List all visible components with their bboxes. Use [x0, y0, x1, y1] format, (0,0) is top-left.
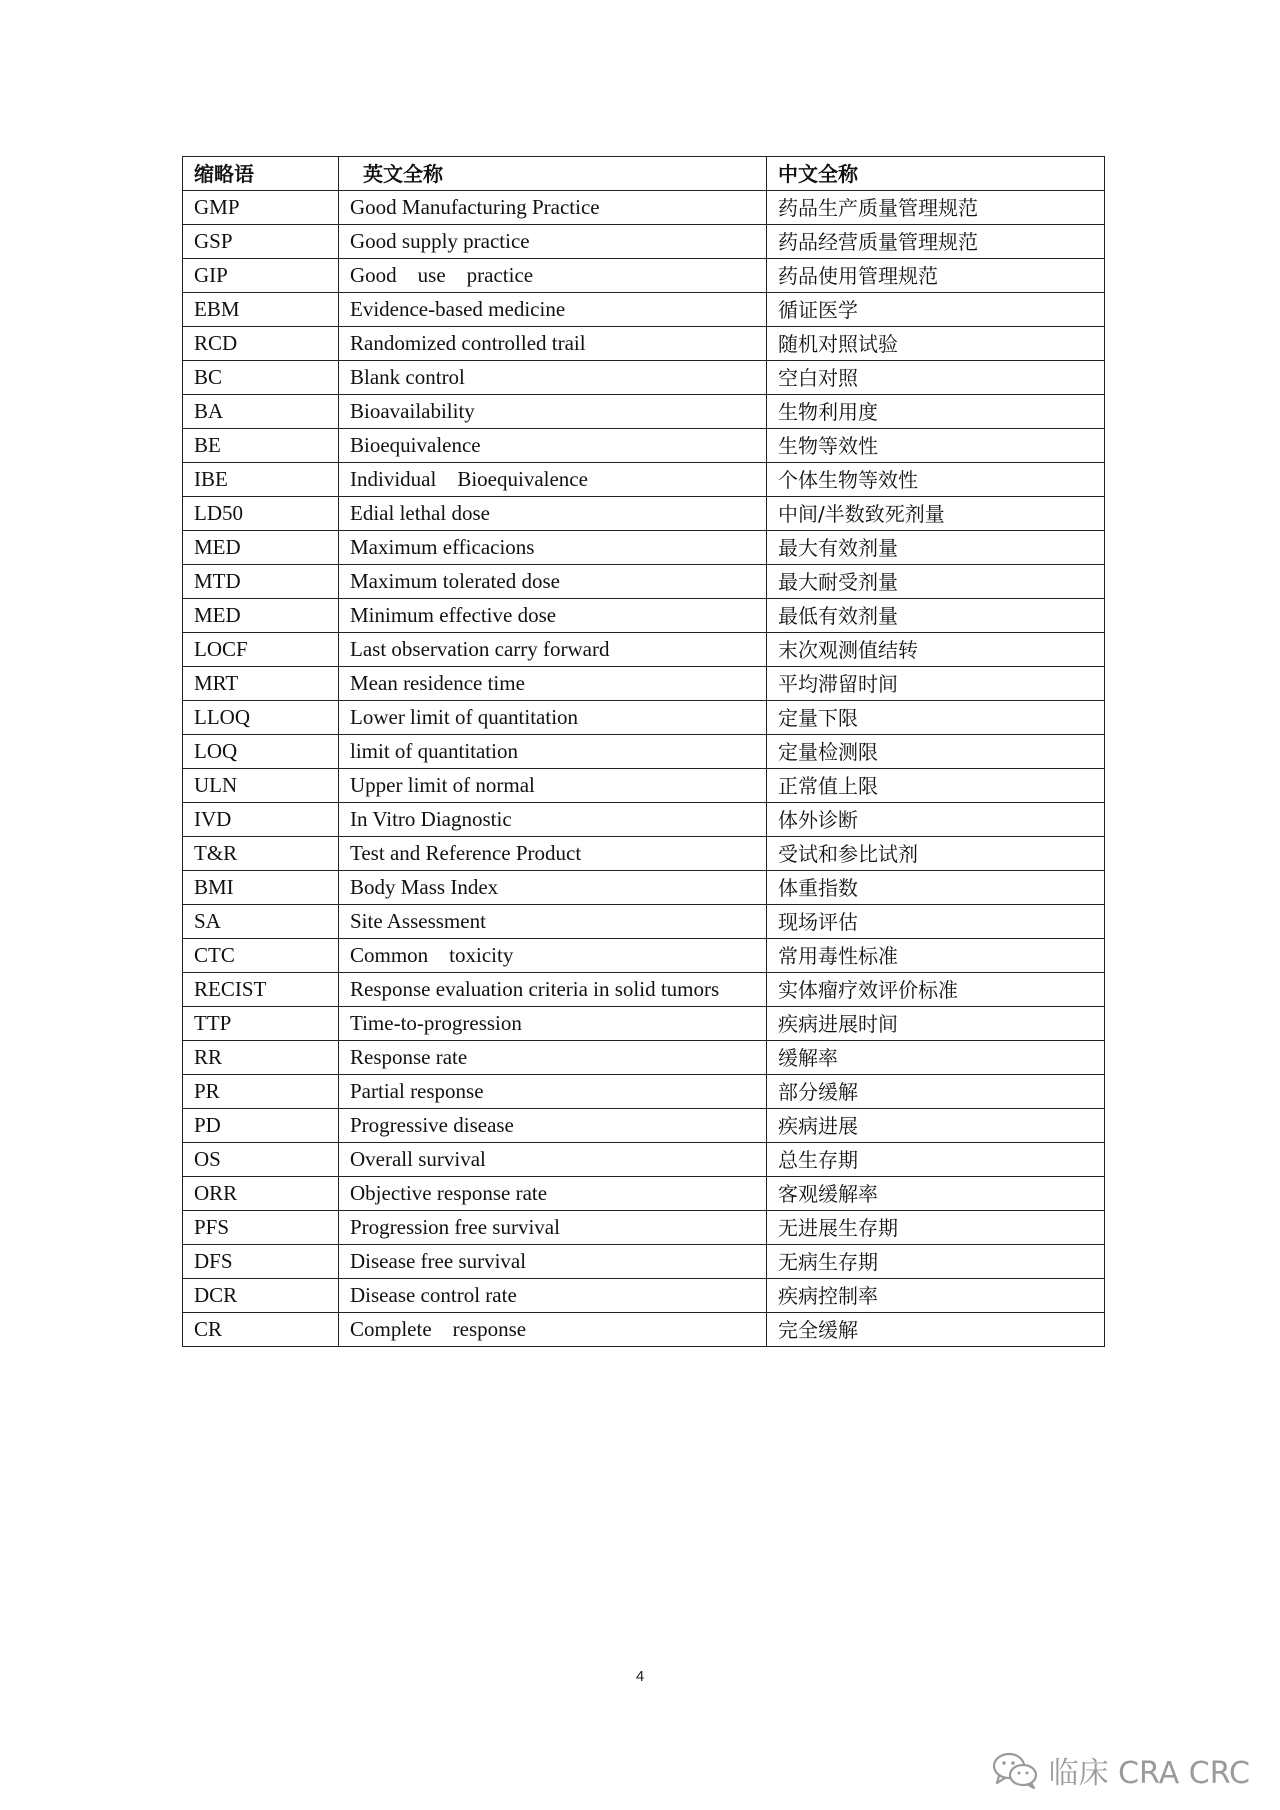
cell-english-name: Individual Bioequivalence — [339, 463, 767, 497]
table-row — [183, 633, 1105, 667]
cell-english-name: Randomized controlled trail — [339, 327, 767, 361]
cell-english-name: Blank control — [339, 361, 767, 395]
cell-abbreviation: ORR — [183, 1177, 339, 1211]
cell-english-name: Mean residence time — [339, 667, 767, 701]
header-english-name: 英文全称 — [339, 157, 767, 191]
table-row — [183, 1245, 1105, 1279]
table-row — [183, 1279, 1105, 1313]
cell-abbreviation: OS — [183, 1143, 339, 1177]
cell-abbreviation: MTD — [183, 565, 339, 599]
cell-chinese-name: 生物利用度 — [767, 395, 1105, 429]
watermark-text: 临床 CRA CRC — [1048, 1756, 1250, 1791]
cell-abbreviation: RR — [183, 1041, 339, 1075]
table-row — [183, 225, 1105, 259]
cell-chinese-name: 无病生存期 — [767, 1245, 1105, 1279]
cell-abbreviation: LOCF — [183, 633, 339, 667]
cell-abbreviation: EBM — [183, 293, 339, 327]
cell-abbreviation: BC — [183, 361, 339, 395]
cell-abbreviation: DFS — [183, 1245, 339, 1279]
cell-abbreviation: CTC — [183, 939, 339, 973]
cell-chinese-name: 体重指数 — [767, 871, 1105, 905]
cell-english-name: Common toxicity — [339, 939, 767, 973]
cell-english-name: Complete response — [339, 1313, 767, 1347]
cell-english-name: Disease free survival — [339, 1245, 767, 1279]
cell-abbreviation: GSP — [183, 225, 339, 259]
cell-english-name: Progression free survival — [339, 1211, 767, 1245]
cell-english-name: Partial response — [339, 1075, 767, 1109]
cell-abbreviation: MED — [183, 531, 339, 565]
cell-english-name: Maximum efficacions — [339, 531, 767, 565]
cell-chinese-name: 定量检测限 — [767, 735, 1105, 769]
table-row — [183, 837, 1105, 871]
cell-chinese-name: 循证医学 — [767, 293, 1105, 327]
cell-abbreviation: PFS — [183, 1211, 339, 1245]
cell-english-name: Good supply practice — [339, 225, 767, 259]
table-row — [183, 531, 1105, 565]
table-row — [183, 667, 1105, 701]
cell-abbreviation: IBE — [183, 463, 339, 497]
cell-chinese-name: 正常值上限 — [767, 769, 1105, 803]
cell-abbreviation: TTP — [183, 1007, 339, 1041]
cell-abbreviation: RECIST — [183, 973, 339, 1007]
table-row — [183, 1313, 1105, 1347]
cell-english-name: Bioequivalence — [339, 429, 767, 463]
cell-english-name: Body Mass Index — [339, 871, 767, 905]
cell-chinese-name: 最大有效剂量 — [767, 531, 1105, 565]
table-row — [183, 1109, 1105, 1143]
table-row — [183, 395, 1105, 429]
wechat-icon — [989, 1750, 1041, 1790]
cell-english-name: Maximum tolerated dose — [339, 565, 767, 599]
cell-abbreviation: PD — [183, 1109, 339, 1143]
cell-english-name: In Vitro Diagnostic — [339, 803, 767, 837]
table-row — [183, 327, 1105, 361]
cell-chinese-name: 最大耐受剂量 — [767, 565, 1105, 599]
cell-abbreviation: GMP — [183, 191, 339, 225]
cell-abbreviation: IVD — [183, 803, 339, 837]
cell-abbreviation: BA — [183, 395, 339, 429]
table-row — [183, 939, 1105, 973]
cell-english-name: Last observation carry forward — [339, 633, 767, 667]
cell-english-name: Minimum effective dose — [339, 599, 767, 633]
table-row — [183, 1211, 1105, 1245]
cell-chinese-name: 平均滞留时间 — [767, 667, 1105, 701]
cell-chinese-name: 药品经营质量管理规范 — [767, 225, 1105, 259]
cell-english-name: Lower limit of quantitation — [339, 701, 767, 735]
table-row — [183, 565, 1105, 599]
table-row — [183, 599, 1105, 633]
cell-chinese-name: 部分缓解 — [767, 1075, 1105, 1109]
table-row — [183, 497, 1105, 531]
cell-english-name: Evidence-based medicine — [339, 293, 767, 327]
table-row — [183, 361, 1105, 395]
table-row — [183, 191, 1105, 225]
cell-english-name: Time-to-progression — [339, 1007, 767, 1041]
cell-chinese-name: 实体瘤疗效评价标准 — [767, 973, 1105, 1007]
cell-abbreviation: ULN — [183, 769, 339, 803]
cell-english-name: Disease control rate — [339, 1279, 767, 1313]
cell-chinese-name: 随机对照试验 — [767, 327, 1105, 361]
cell-abbreviation: BE — [183, 429, 339, 463]
table-row — [183, 803, 1105, 837]
cell-abbreviation: CR — [183, 1313, 339, 1347]
cell-chinese-name: 个体生物等效性 — [767, 463, 1105, 497]
cell-chinese-name: 药品生产质量管理规范 — [767, 191, 1105, 225]
cell-chinese-name: 疾病控制率 — [767, 1279, 1105, 1313]
cell-chinese-name: 空白对照 — [767, 361, 1105, 395]
cell-chinese-name: 受试和参比试剂 — [767, 837, 1105, 871]
cell-chinese-name: 无进展生存期 — [767, 1211, 1105, 1245]
header-chinese-name: 中文全称 — [767, 157, 1105, 191]
cell-english-name: Site Assessment — [339, 905, 767, 939]
table-row — [183, 871, 1105, 905]
cell-abbreviation: SA — [183, 905, 339, 939]
cell-chinese-name: 定量下限 — [767, 701, 1105, 735]
cell-abbreviation: RCD — [183, 327, 339, 361]
table-row — [183, 463, 1105, 497]
table-row — [183, 735, 1105, 769]
table-row — [183, 429, 1105, 463]
cell-english-name: Good Manufacturing Practice — [339, 191, 767, 225]
header-abbreviation: 缩略语 — [183, 157, 339, 191]
cell-chinese-name: 药品使用管理规范 — [767, 259, 1105, 293]
table-body — [183, 191, 1105, 1347]
cell-english-name: Bioavailability — [339, 395, 767, 429]
cell-chinese-name: 完全缓解 — [767, 1313, 1105, 1347]
cell-chinese-name: 中间/半数致死剂量 — [767, 497, 1105, 531]
cell-chinese-name: 客观缓解率 — [767, 1177, 1105, 1211]
cell-chinese-name: 最低有效剂量 — [767, 599, 1105, 633]
cell-chinese-name: 体外诊断 — [767, 803, 1105, 837]
table-row — [183, 1007, 1105, 1041]
table-row — [183, 1041, 1105, 1075]
cell-chinese-name: 疾病进展 — [767, 1109, 1105, 1143]
cell-chinese-name: 疾病进展时间 — [767, 1007, 1105, 1041]
cell-english-name: Response evaluation criteria in solid tumors — [339, 973, 767, 1007]
cell-abbreviation: DCR — [183, 1279, 339, 1313]
abbreviation-table — [182, 156, 1105, 1347]
cell-abbreviation: BMI — [183, 871, 339, 905]
cell-english-name: Progressive disease — [339, 1109, 767, 1143]
cell-english-name: Edial lethal dose — [339, 497, 767, 531]
cell-abbreviation: T&R — [183, 837, 339, 871]
watermark — [989, 1748, 1250, 1792]
cell-english-name: Upper limit of normal — [339, 769, 767, 803]
table-row — [183, 769, 1105, 803]
cell-chinese-name: 末次观测值结转 — [767, 633, 1105, 667]
cell-abbreviation: LOQ — [183, 735, 339, 769]
page-number: 4 — [635, 1668, 645, 1685]
cell-abbreviation: LD50 — [183, 497, 339, 531]
cell-abbreviation: MED — [183, 599, 339, 633]
table-row — [183, 973, 1105, 1007]
cell-chinese-name: 现场评估 — [767, 905, 1105, 939]
cell-chinese-name: 常用毒性标准 — [767, 939, 1105, 973]
table-row — [183, 1075, 1105, 1109]
table-row — [183, 701, 1105, 735]
table-row — [183, 293, 1105, 327]
cell-chinese-name: 生物等效性 — [767, 429, 1105, 463]
cell-abbreviation: GIP — [183, 259, 339, 293]
cell-abbreviation: PR — [183, 1075, 339, 1109]
cell-chinese-name: 缓解率 — [767, 1041, 1105, 1075]
cell-abbreviation: MRT — [183, 667, 339, 701]
table-header-row — [183, 157, 1105, 191]
table-row — [183, 259, 1105, 293]
cell-english-name: Overall survival — [339, 1143, 767, 1177]
table-row — [183, 905, 1105, 939]
table-row — [183, 1143, 1105, 1177]
cell-english-name: Response rate — [339, 1041, 767, 1075]
cell-english-name: Test and Reference Product — [339, 837, 767, 871]
cell-abbreviation: LLOQ — [183, 701, 339, 735]
cell-english-name: Objective response rate — [339, 1177, 767, 1211]
cell-chinese-name: 总生存期 — [767, 1143, 1105, 1177]
cell-english-name: Good use practice — [339, 259, 767, 293]
table-row — [183, 1177, 1105, 1211]
cell-english-name: limit of quantitation — [339, 735, 767, 769]
